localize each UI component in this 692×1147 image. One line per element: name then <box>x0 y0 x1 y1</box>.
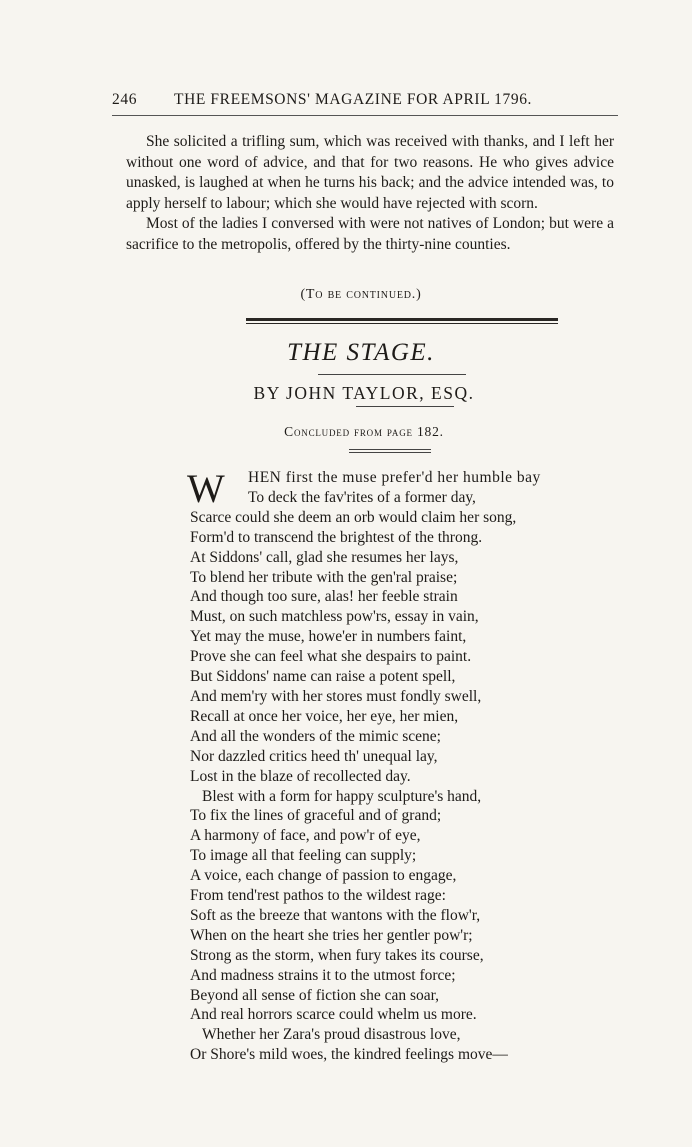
prose-paragraph-1: She solicited a trifling sum, which was received with thanks, and I left her without one word of advice, and that for two reasons. He who gives advice unasked, is laughed at when he turns his back; and the advice intended was, to apply herself to labour; which she would have rejected with scorn. <box>126 133 614 212</box>
poem <box>187 466 610 1065</box>
poem-line: From tend'rest pathos to the wildest rage: <box>190 887 446 905</box>
poem-line: Beyond all sense of fiction she can soar, <box>190 986 440 1004</box>
poem-line: Nor dazzled critics heed th' unequal lay, <box>190 747 438 765</box>
prose-paragraph-2: Most of the ladies I conversed with were not natives of London; but were a sacrifice to the metropolis, offered by the thirty-nine counties. <box>126 215 614 253</box>
prose-block <box>126 132 614 256</box>
section-rule-thick <box>246 318 558 321</box>
poem-line: And real horrors scarce could whelm us more. <box>190 1006 477 1024</box>
poem-line: Prove she can feel what she despairs to paint. <box>190 648 472 666</box>
poem-line: To blend her tribute with the gen'ral praise; <box>190 568 458 586</box>
concluded-note: Concluded from page 182. <box>284 424 444 439</box>
poem-line: Recall at once her voice, her eye, her mien, <box>190 707 459 725</box>
poem-line: And all the wonders of the mimic scene; <box>190 727 441 745</box>
poem-line: At Siddons' call, glad she resumes her lays, <box>190 548 459 566</box>
poem-line: Form'd to transcend the brightest of the throng. <box>190 528 483 546</box>
double-rule-top <box>349 449 431 450</box>
page-number: 246 <box>112 91 138 108</box>
poem-line: And madness strains it to the utmost force; <box>190 966 456 984</box>
poem-line: Soft as the breeze that wantons with the flow'r, <box>190 906 481 924</box>
poem-line: A harmony of face, and pow'r of eye, <box>190 827 421 845</box>
poem-line: But Siddons' name can raise a potent spell, <box>190 668 456 686</box>
title-rule <box>318 374 466 375</box>
poem-line: When on the heart she tries her gentler pow'r; <box>190 926 473 944</box>
article-byline: BY JOHN TAYLOR, ESQ. <box>253 383 475 403</box>
double-rule-bottom <box>349 452 431 453</box>
poem-line: Strong as the storm, when fury takes its course, <box>190 946 484 964</box>
running-header <box>112 91 616 109</box>
poem-line: To image all that feeling can supply; <box>190 847 417 865</box>
poem-line: And though too sure, alas! her feeble strain <box>190 588 458 606</box>
header-rule <box>112 115 618 116</box>
poem-line: Lost in the blaze of recollected day. <box>190 767 411 785</box>
running-title: THE FREEMSONS' MAGAZINE FOR APRIL 1796. <box>174 91 533 108</box>
byline-rule <box>356 406 454 407</box>
article-title: THE STAGE. <box>287 339 435 366</box>
poem-line: Must, on such matchless pow'rs, essay in vain, <box>190 608 479 626</box>
poem-line: Whether her Zara's proud disastrous love, <box>202 1026 461 1044</box>
poem-line: To fix the lines of graceful and of grand; <box>190 807 442 825</box>
poem-line: Yet may the muse, howe'er in numbers faint, <box>190 628 467 646</box>
to-be-continued: (To be continued.) <box>300 287 422 302</box>
poem-line-1: HEN first the muse prefer'd her humble bay <box>248 469 541 486</box>
drop-cap: W <box>187 466 225 511</box>
poem-line: Scarce could she deem an orb would claim her song, <box>190 508 517 526</box>
poem-line: Or Shore's mild woes, the kindred feelings move— <box>190 1046 508 1064</box>
poem-line: A voice, each change of passion to engage, <box>190 867 457 885</box>
poem-line: To deck the fav'rites of a former day, <box>248 488 476 506</box>
section-rule-thin <box>246 323 558 324</box>
poem-line: And mem'ry with her stores must fondly swell, <box>190 687 482 705</box>
poem-line: Blest with a form for happy sculpture's hand, <box>202 787 482 805</box>
